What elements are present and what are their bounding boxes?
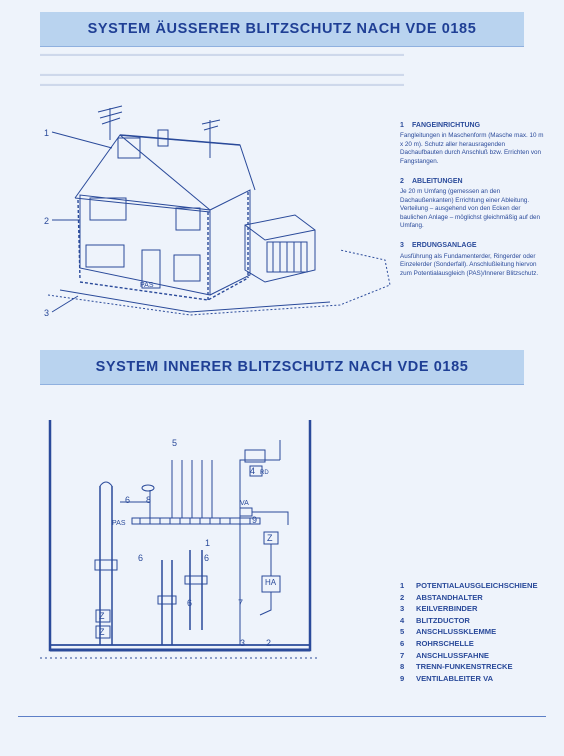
schematic-num-6c: 6 [204, 553, 210, 563]
note-heading-1: 1 FANGEINRICHTUNG [400, 122, 481, 129]
legend-item: 3 KEILVERBINDER [400, 604, 478, 614]
legend-item: 4 BLITZDUCTOR [400, 615, 470, 625]
note-heading-2: 2 ABLEITUNGEN [400, 178, 463, 186]
exterior-protection-title: SYSTEM ÄUSSERER BLITZSCHUTZ NACH VDE 0185 [40, 12, 524, 47]
legend-item: 7 ANSCHLUSSFAHNE [400, 650, 489, 660]
schematic-num-6a: 6 [125, 495, 131, 505]
schematic-pas-label: PAS [112, 520, 126, 527]
schematic-num-5: 5 [172, 438, 178, 448]
schematic-rd-label: RD [260, 470, 269, 476]
schematic-z-2: Z [99, 611, 105, 621]
note-text-3: Ausführung als Fundamenterder, Ringerder oder Einzelerder (Sonderfall). Anschlußleitung hiervon zum Potentialausgleich (PAS)/Innerer Blitzschutz. [400, 252, 539, 277]
house-illustration [40, 90, 392, 330]
interior-protection-title: SYSTEM INNERER BLITZSCHUTZ NACH VDE 0185 [40, 350, 524, 385]
schematic-num-9: 9 [252, 515, 258, 525]
schematic-z-3: Z [99, 627, 105, 637]
schematic-num-2: 2 [266, 638, 272, 648]
legend-item: 2 ABSTANDHALTER [400, 592, 483, 602]
pas-label: PAS [140, 282, 154, 289]
legend-item: 5 ANSCHLUSSKLEMME [400, 627, 497, 637]
callout-erdungsanlage: 3 [44, 308, 50, 318]
schematic-va-label: VA [240, 500, 249, 507]
schematic-num-4: 4 [250, 466, 256, 476]
schematic-num-8: 8 [146, 495, 152, 505]
footer-rule [18, 716, 546, 717]
callout-ableitungen: 2 [44, 216, 50, 226]
bleed-through-texture: ▬▬▬▬▬▬▬▬▬▬▬▬▬▬▬▬▬▬▬▬▬▬▬▬▬▬▬▬▬▬▬▬▬▬▬▬▬▬▬▬▬▬▬▬▬▬▬▬▬▬▬▬ ▬▬▬▬▬▬▬▬▬▬▬▬▬▬▬▬▬▬▬▬▬▬▬▬▬▬▬▬▬▬▬▬▬▬▬▬▬▬▬▬▬▬▬▬▬▬▬▬▬▬▬▬ ▬▬▬▬▬▬▬▬▬▬▬▬▬▬▬▬▬▬▬▬▬▬▬▬▬▬▬▬▬▬▬▬▬▬▬▬▬▬▬▬▬▬▬▬▬▬▬▬▬▬▬▬ [40, 51, 404, 88]
legend-item: 6 ROHRSCHELLE [400, 638, 474, 648]
note-text-2: Je 20 m Umfang (gemessen an den Dachaußenkanten) Errichtung einer Ableitung. Verteilung – ausgehend von den Ecken der baulichen Anlage – möglichst gleichmäßig auf den Umfang. [400, 188, 541, 230]
legend-item: 9 VENTILABLEITER VA [400, 673, 494, 683]
schematic-z-1: Z [267, 533, 273, 543]
note-text-1: Fangleitungen in Maschenform (Masche max. 10 m x 20 m). Schutz aller herausragenden Dachaufbauten durch Anschluß bzw. Errichten von Fangstangen. [400, 132, 544, 165]
schematic-num-3: 3 [240, 638, 246, 648]
schematic-num-6b: 6 [138, 553, 144, 563]
legend-item: 8 TRENN-FUNKENSTRECKE [400, 662, 513, 672]
callout-fangeinrichtung: 1 [44, 128, 50, 138]
exterior-notes [400, 122, 548, 290]
schematic-ha-label: HA [265, 578, 277, 587]
schematic-num-1: 1 [205, 538, 211, 548]
component-legend [400, 580, 538, 684]
schematic-num-7: 7 [238, 598, 244, 608]
legend-item: 1 POTENTIALAUSGLEICHSCHIENE [400, 581, 538, 590]
note-heading-3: 3 ERDUNGSANLAGE [400, 242, 477, 250]
interior-schematic [40, 400, 320, 670]
schematic-num-6d: 6 [187, 598, 193, 608]
